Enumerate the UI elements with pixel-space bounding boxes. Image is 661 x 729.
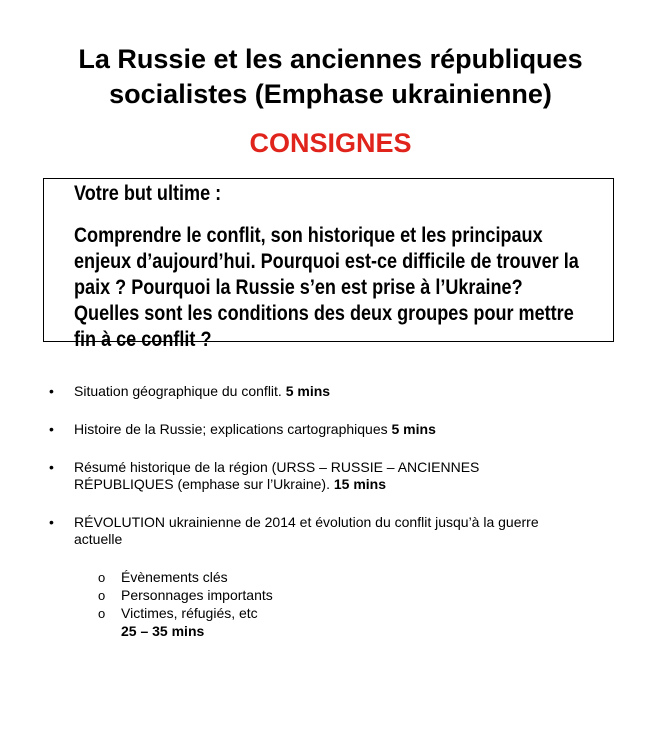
- sub-bullet-circle: o: [98, 606, 106, 621]
- goal-body: [74, 223, 634, 353]
- goal-heading: Votre but ultime :: [74, 182, 222, 205]
- item-label: Histoire de la Russie; explications cartographiques: [74, 421, 392, 437]
- item-duration: 5 mins: [391, 421, 436, 437]
- sub-item-label: Évènements clés: [121, 569, 228, 585]
- item-label-line-2: actuelle: [74, 531, 123, 547]
- list-item-text: [74, 421, 544, 438]
- goal-line-1: Comprendre le conflit, son historique et les principaux: [74, 224, 543, 247]
- item-label: Situation géographique du conflit.: [74, 383, 286, 399]
- goal-line-3: paix ? Pourquoi la Russie s’en est prise à l’Ukraine?: [74, 276, 523, 299]
- bullet-dot: •: [49, 514, 54, 530]
- bullet-dot: •: [49, 459, 54, 475]
- item-label-line-1: Résumé historique de la région (URSS – RUSSIE – ANCIENNES: [74, 459, 480, 475]
- goal-line-5: fin à ce conflit ?: [74, 328, 212, 351]
- bullet-dot: •: [49, 383, 54, 399]
- list-item-text: [74, 459, 554, 493]
- sub-bullet-circle: o: [98, 570, 106, 585]
- goal-text: [74, 181, 634, 353]
- list-item-text: [74, 514, 634, 548]
- title-line-1: La Russie et les anciennes républiques: [78, 44, 583, 74]
- list-item-text: [74, 383, 544, 400]
- sub-item-label: Victimes, réfugiés, etc: [121, 605, 258, 621]
- item-label-line-1: RÉVOLUTION ukrainienne de 2014 et évolution du conflit jusqu’à la guerre: [74, 514, 539, 530]
- goal-line-4: Quelles sont les conditions des deux groupes pour mettre: [74, 302, 574, 325]
- instructions-heading: CONSIGNES: [249, 128, 412, 158]
- sub-duration: 25 – 35 mins: [121, 623, 205, 639]
- item-duration: 15 mins: [333, 476, 387, 492]
- sub-item-label: Personnages importants: [121, 587, 273, 603]
- document-title: [0, 42, 661, 112]
- item-label-line-2: RÉPUBLIQUES (emphase sur l’Ukraine).: [74, 476, 334, 492]
- goal-line-2: enjeux d’aujourd’hui. Pourquoi est-ce difficile de trouver la: [74, 250, 579, 273]
- title-line-2: socialistes (Emphase ukrainienne): [109, 79, 552, 109]
- bullet-dot: •: [49, 421, 54, 437]
- sub-bullet-circle: o: [98, 588, 106, 603]
- item-duration: 5 mins: [285, 383, 331, 399]
